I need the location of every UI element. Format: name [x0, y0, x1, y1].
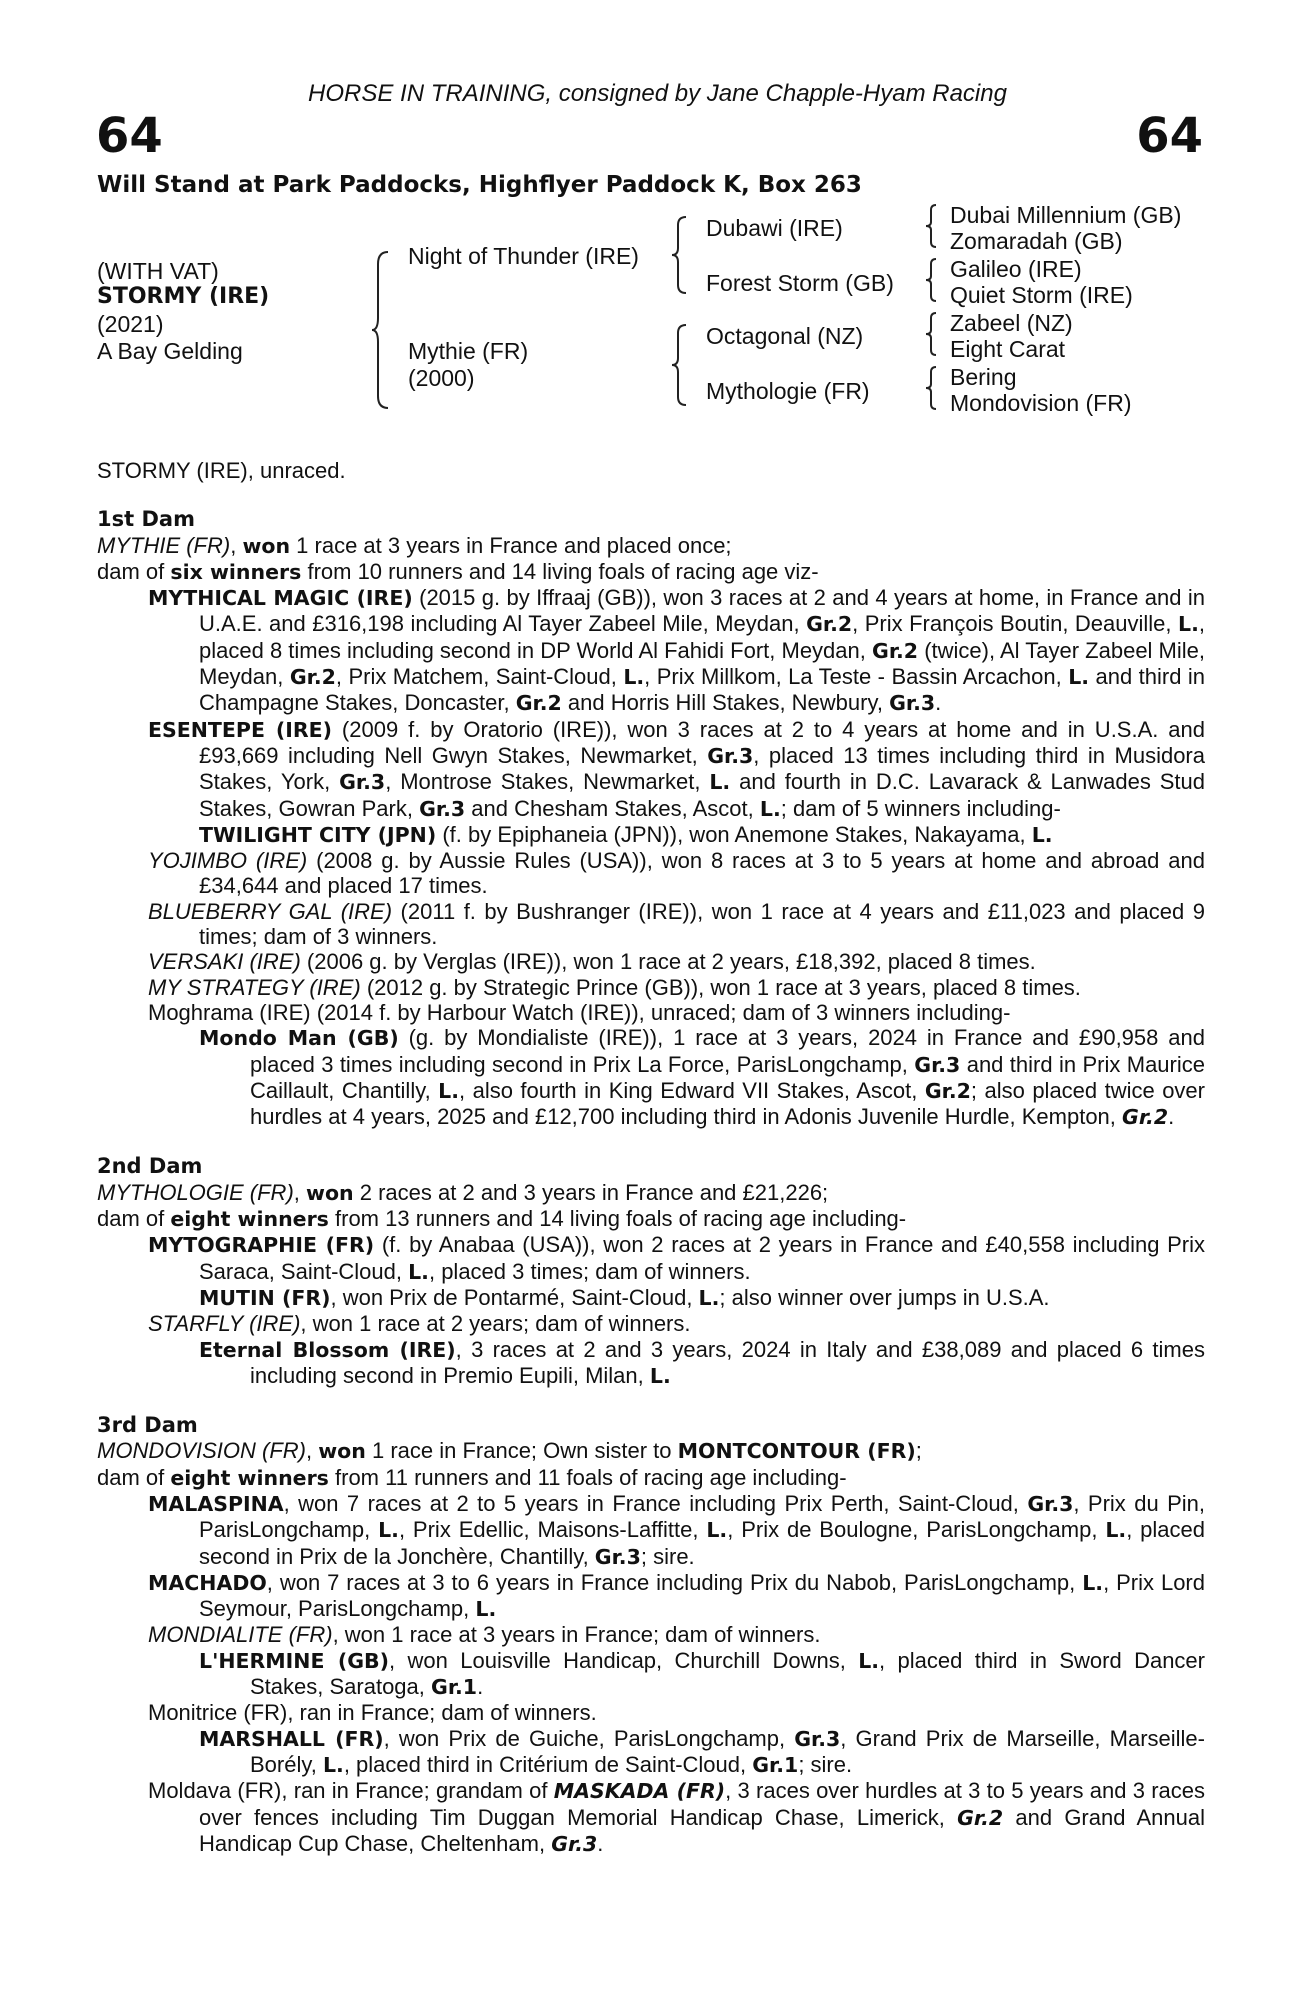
- pedigree-entry: Moldava (FR), ran in France; grandam of MASKADA (FR), 3 races over hurdles at 3 to 5 years and 3 races over fences including Tim Duggan Memorial Handicap Chase, Limerick, Gr.2 and Grand Annual Handicap Cup Chase, Cheltenham, Gr.3.: [148, 1778, 1205, 1856]
- pedigree-entry: Mondo Man (GB) (g. by Mondialiste (IRE)), 1 race at 3 years, 2024 in France and £90,958 and placed 3 times including second in Prix La Force, ParisLongchamp, Gr.3 and third in Prix Maurice Caillault, Chantilly, L., also fourth in King Edward VII Stakes, Ascot, Gr.2; also placed twice over hurdles at 4 years, 2025 and £12,700 including third in Adonis Juvenile Hurdle, Kempton, Gr.2.: [199, 1025, 1205, 1130]
- lot-number-right: 64: [1136, 108, 1203, 164]
- pedigree-entry: MYTHICAL MAGIC (IRE) (2015 g. by Iffraaj (GB)), won 3 races at 2 and 4 years at home, in France and in U.A.E. and £316,198 including Al Tayer Zabeel Mile, Meydan, Gr.2, Prix François Boutin, Deauville, L., placed 8 times including second in DP World Al Fahidi Fort, Meydan, Gr.2 (twice), Al Tayer Zabeel Mile, Meydan, Gr.2, Prix Matchem, Saint-Cloud, L., Prix Millkom, La Teste - Bassin Arcachon, L. and third in Champagne Stakes, Doncaster, Gr.2 and Horris Hill Stakes, Newbury, Gr.3.: [148, 585, 1206, 716]
- pedigree-entry: dam of eight winners from 13 runners and 14 living foals of racing age including-: [97, 1206, 907, 1232]
- race-summary: STORMY (IRE), unraced.: [97, 458, 346, 483]
- stand-location: Will Stand at Park Paddocks, Highflyer Paddock K, Box 263: [97, 172, 862, 198]
- horse-name: STORMY (IRE): [97, 284, 270, 309]
- dam-sections: [97, 507, 1205, 1857]
- pedigree-brace-sire: [670, 215, 690, 295]
- pedigree-entry: MONDIALITE (FR), won 1 race at 3 years in France; dam of winners.: [148, 1622, 821, 1648]
- pedigree-entry: dam of eight winners from 11 runners and 11 foals of racing age including-: [97, 1464, 847, 1490]
- pedigree-sire-sire: Dubawi (IRE): [706, 215, 843, 241]
- pedigree-dam-dam: Mythologie (FR): [706, 378, 870, 404]
- pedigree-dam-sire: Octagonal (NZ): [706, 323, 864, 349]
- pedigree-dam: Mythie (FR): [408, 338, 529, 364]
- pedigree-brace-main: [370, 250, 394, 410]
- pedigree-brace-g4: [924, 365, 940, 411]
- section-heading: 2nd Dam: [97, 1154, 203, 1179]
- dam-section: [97, 507, 1205, 1130]
- pedigree-entry: VERSAKI (IRE) (2006 g. by Verglas (IRE)), won 1 race at 2 years, £18,392, placed 8 times.: [148, 949, 1036, 975]
- pedigree-dam-year: (2000): [408, 365, 475, 391]
- pedigree-entry: YOJIMBO (IRE) (2008 g. by Aussie Rules (USA)), won 8 races at 3 to 5 years at home and abroad and £34,644 and placed 17 times.: [148, 848, 1205, 899]
- pedigree-sire: Night of Thunder (IRE): [408, 243, 639, 269]
- pedigree-g1: Dubai Millennium (GB): [950, 202, 1182, 228]
- dam-section: [97, 1413, 1205, 1857]
- pedigree-entry: MALASPINA, won 7 races at 2 to 5 years in France including Prix Perth, Saint-Cloud, Gr.3, Prix du Pin, ParisLongchamp, L., Prix Edellic, Maisons-Laffitte, L., Prix de Boulogne, ParisLongchamp, L., placed second in Prix de la Jonchère, Chantilly, Gr.3; sire.: [148, 1490, 1206, 1569]
- pedigree-entry: ESENTEPE (IRE) (2009 f. by Oratorio (IRE)), won 3 races at 2 to 4 years at home and in U.S.A. and £93,669 including Nell Gwyn Stakes, Newmarket, Gr.3, placed 13 times including third in Musidora Stakes, York, Gr.3, Montrose Stakes, Newmarket, L. and fourth in D.C. Lavarack & Lanwades Stud Stakes, Gowran Park, Gr.3 and Chesham Stakes, Ascot, L.; dam of 5 winners including-: [148, 716, 1205, 821]
- pedigree-entry: Eternal Blossom (IRE), 3 races at 2 and 3 years, 2024 in Italy and £38,089 and placed 6 times including second in Premio Eupili, Milan, L.: [199, 1336, 1205, 1388]
- pedigree-entry: dam of six winners from 10 runners and 14 living foals of racing age viz-: [97, 558, 819, 584]
- pedigree-entry: Moghrama (IRE) (2014 f. by Harbour Watch (IRE)), unraced; dam of 3 winners including-: [148, 999, 1011, 1025]
- pedigree-entry: MACHADO, won 7 races at 3 to 6 years in France including Prix du Nabob, ParisLongchamp, L., Prix Lord Seymour, ParisLongchamp, L.: [148, 1569, 1205, 1622]
- vat-note: (WITH VAT): [97, 258, 219, 284]
- pedigree-entry: MONDOVISION (FR), won 1 race in France; Own sister to MONTCONTOUR (FR);: [97, 1438, 922, 1464]
- pedigree-entry: MY STRATEGY (IRE) (2012 g. by Strategic Prince (GB)), won 1 race at 3 years, placed 8 times.: [148, 974, 1081, 1000]
- pedigree-entry: BLUEBERRY GAL (IRE) (2011 f. by Bushranger (IRE)), won 1 race at 4 years and £11,023 and placed 9 times; dam of 3 winners.: [148, 898, 1205, 950]
- pedigree-entry: STARFLY (IRE), won 1 race at 2 years; dam of winners.: [148, 1311, 691, 1337]
- pedigree-g6: Eight Carat: [950, 336, 1066, 362]
- pedigree-entry: TWILIGHT CITY (JPN) (f. by Epiphaneia (JPN)), won Anemone Stakes, Nakayama, L.: [199, 821, 1053, 847]
- pedigree-brace-g3: [924, 311, 940, 357]
- consignment-header: HORSE IN TRAINING, consigned by Jane Chapple-Hyam Racing: [308, 80, 1007, 107]
- pedigree-brace-g2: [924, 257, 940, 303]
- pedigree-brace-g1: [924, 203, 940, 249]
- pedigree-g5: Zabeel (NZ): [950, 310, 1073, 336]
- horse-description: A Bay Gelding: [97, 338, 243, 364]
- pedigree-g7: Bering: [950, 364, 1017, 390]
- section-heading: 1st Dam: [97, 507, 195, 532]
- catalogue-body: [97, 458, 1205, 1857]
- lot-number-left: 64: [96, 108, 163, 164]
- pedigree-sire-dam: Forest Storm (GB): [706, 270, 894, 296]
- pedigree-entry: MYTHIE (FR), won 1 race at 3 years in France and placed once;: [97, 532, 732, 558]
- pedigree-entry: MUTIN (FR), won Prix de Pontarmé, Saint-Cloud, L.; also winner over jumps in U.S.A.: [199, 1284, 1050, 1310]
- pedigree-g2: Zomaradah (GB): [950, 228, 1123, 254]
- pedigree-entry: MYTOGRAPHIE (FR) (f. by Anabaa (USA)), won 2 races at 2 years in France and £40,558 including Prix Saraca, Saint-Cloud, L., placed 3 times; dam of winners.: [148, 1232, 1205, 1284]
- pedigree-entry: MYTHOLOGIE (FR), won 2 races at 2 and 3 years in France and £21,226;: [97, 1179, 829, 1205]
- pedigree-brace-dam: [670, 323, 690, 407]
- pedigree-entry: MARSHALL (FR), won Prix de Guiche, ParisLongchamp, Gr.3, Grand Prix de Marseille, Marseille-Borély, L., placed third in Critérium de Saint-Cloud, Gr.1; sire.: [199, 1725, 1205, 1777]
- dam-section: [97, 1154, 1205, 1389]
- pedigree-entry: Monitrice (FR), ran in France; dam of winners.: [148, 1700, 597, 1726]
- horse-year: (2021): [97, 311, 164, 337]
- pedigree-g3: Galileo (IRE): [950, 256, 1082, 282]
- section-heading: 3rd Dam: [97, 1413, 198, 1438]
- pedigree-g8: Mondovision (FR): [950, 390, 1132, 416]
- pedigree-g4: Quiet Storm (IRE): [950, 282, 1133, 308]
- pedigree-entry: L'HERMINE (GB), won Louisville Handicap, Churchill Downs, L., placed third in Sword Dancer Stakes, Saratoga, Gr.1.: [199, 1647, 1205, 1700]
